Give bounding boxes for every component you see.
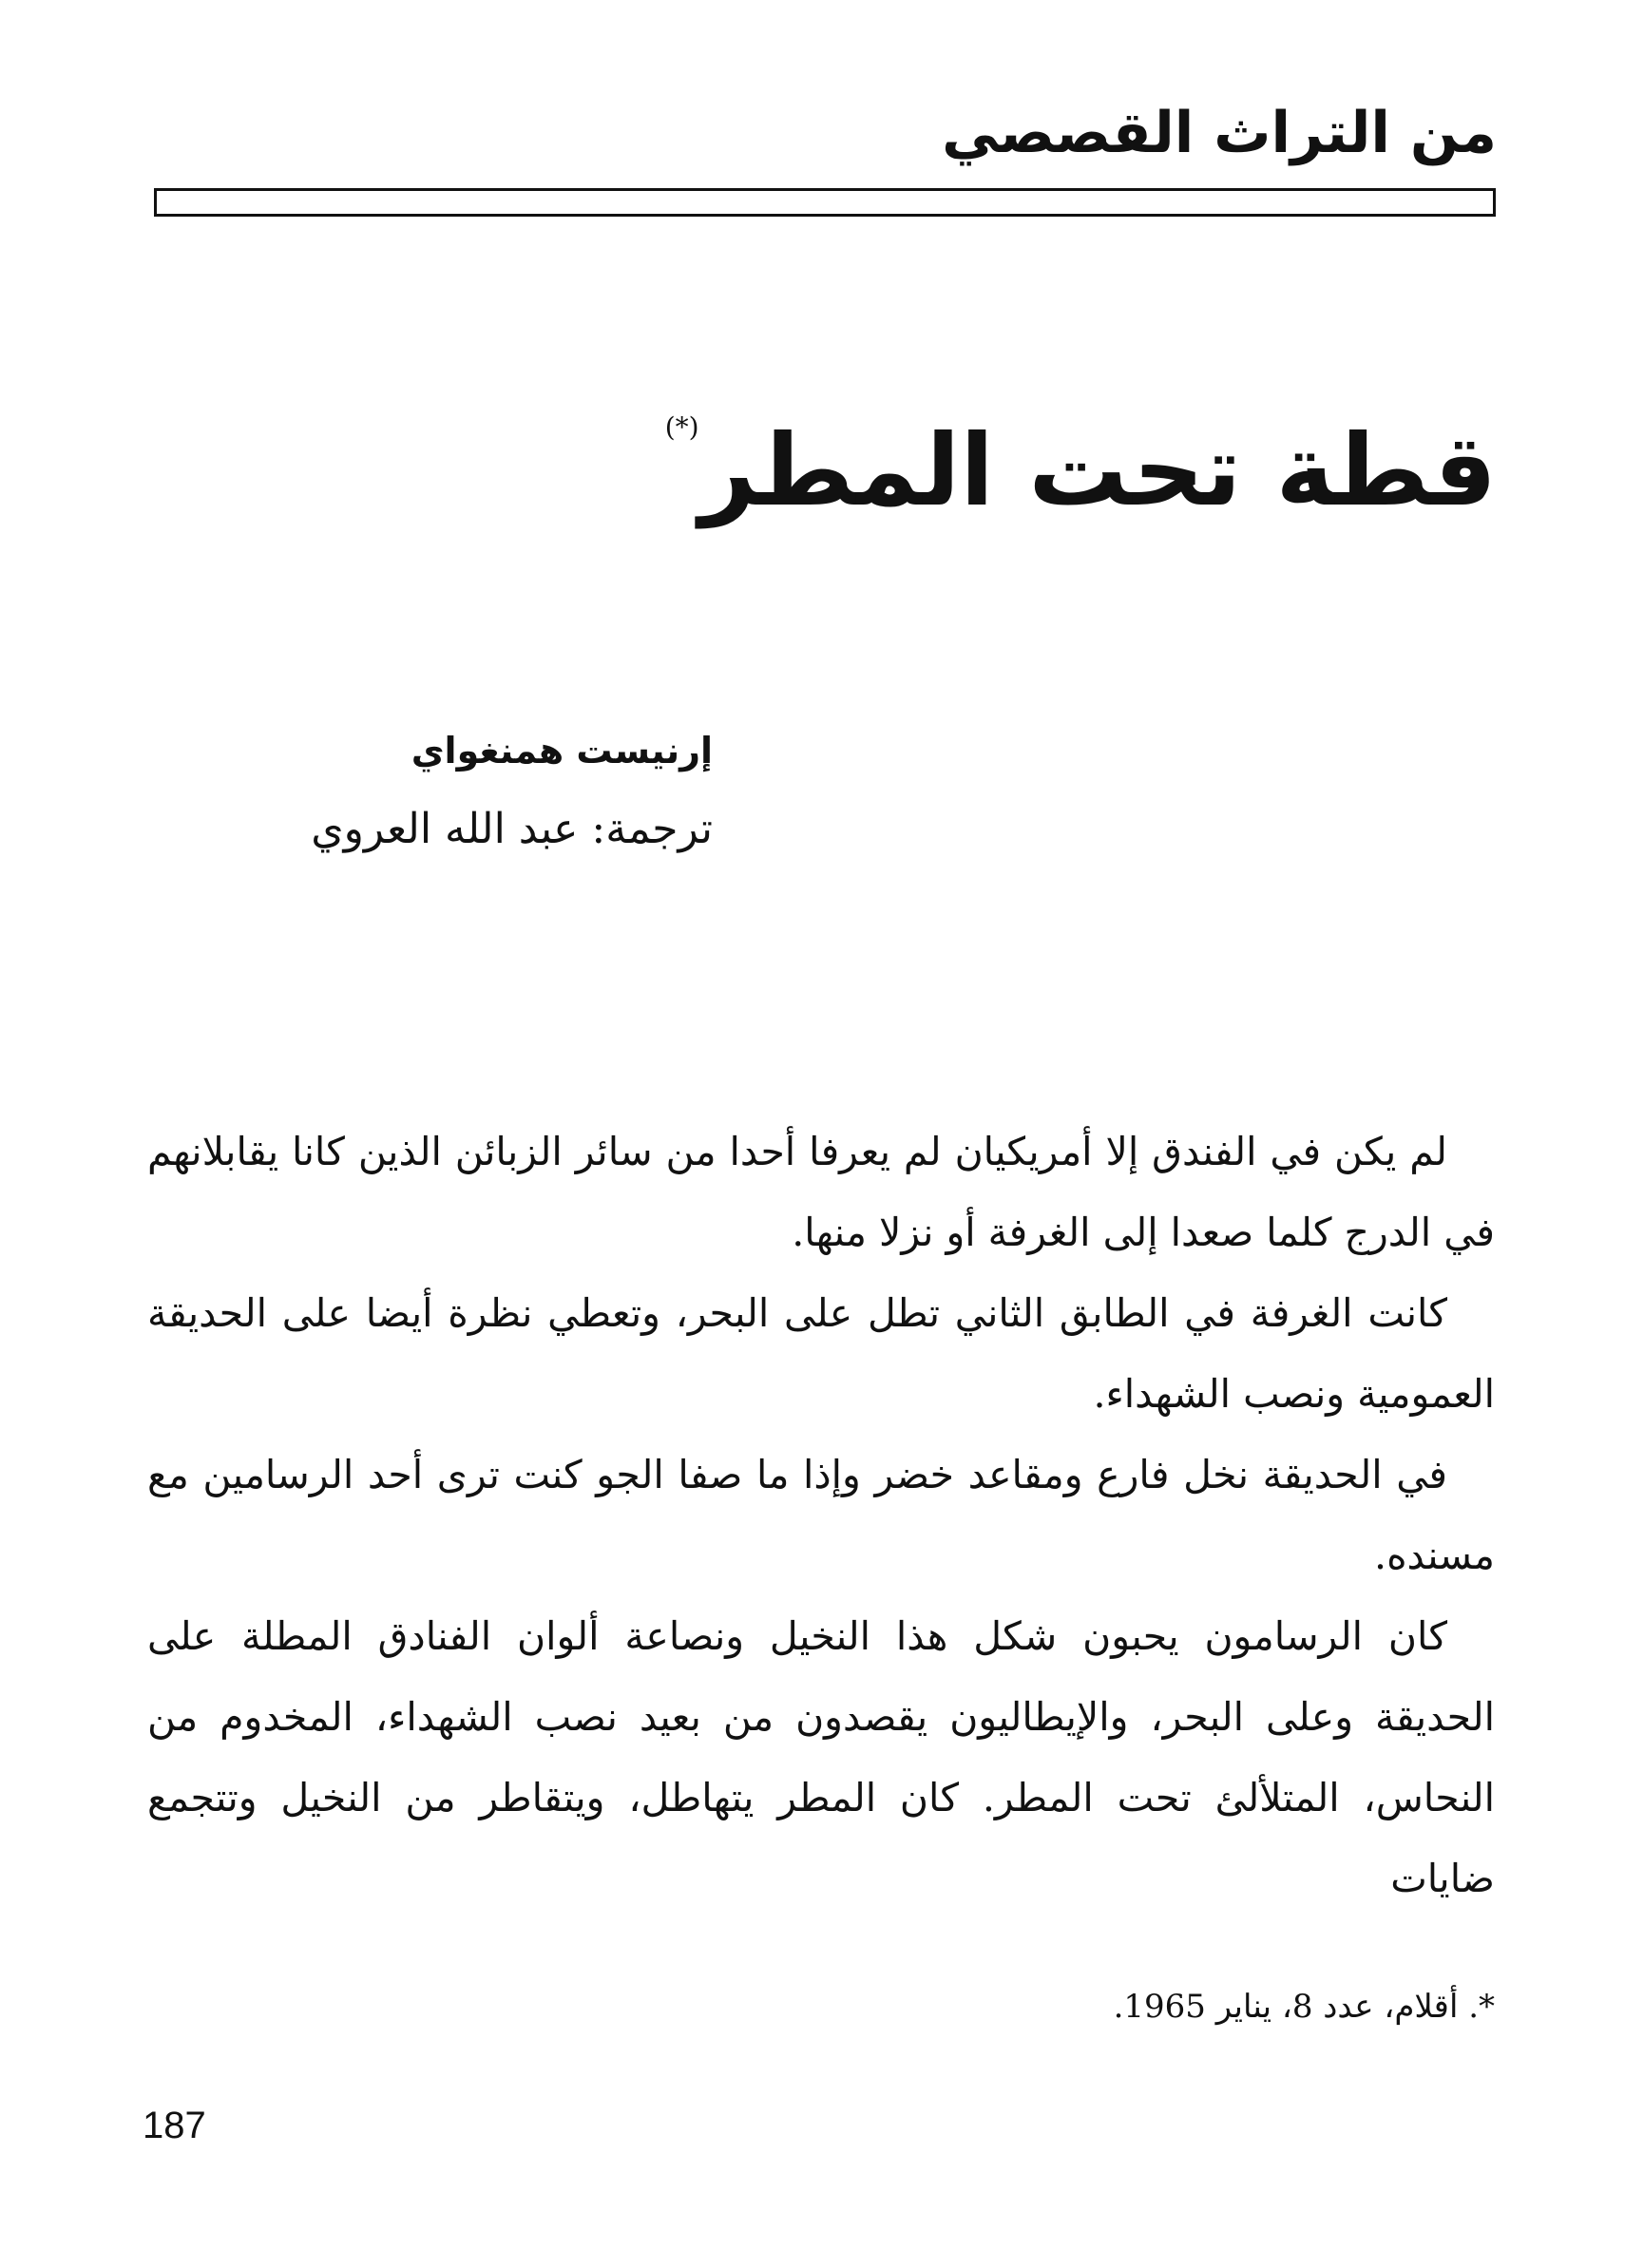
footnote: *. أقلام، عدد 8، يناير 1965. xyxy=(1113,1988,1495,2026)
body-paragraph-3: في الحديقة نخل فارع ومقاعد خضر وإذا ما صفا الجو كنت ترى أحد الرسامين مع مسنده. xyxy=(147,1452,1495,1578)
body-paragraph-1: لم يكن في الفندق إلا أمريكيان لم يعرفا أحدا من سائر الزبائن الذين كانا يقابلانهم في الدرج كلما صعدا إلى الغرفة أو نزلا منها. xyxy=(147,1129,1495,1255)
translator-credit: ترجمة: عبد الله العروي xyxy=(311,805,713,853)
story-title: قطة تحت المطر xyxy=(698,412,1497,528)
story-title-block xyxy=(261,399,1497,542)
author-name: إرنيست همنغواي xyxy=(411,730,713,772)
footnote-marker: (*) xyxy=(664,411,699,443)
body-paragraph-4: كان الرسامون يحبون شكل هذا النخيل ونصاعة ألوان الفنادق المطلة على الحديقة وعلى البحر، والإيطاليون يقصدون من بعيد نصب الشهداء، المخدوم من النحاس، المتلألئ تحت المطر. كان المطر يتهاطل، ويتقاطر من النخيل وتتجمع ضايات xyxy=(147,1613,1495,1901)
body-paragraph-2: كانت الغرفة في الطابق الثاني تطل على البحر، وتعطي نظرة أيضا على الحديقة العمومية ونصب الشهداء. xyxy=(147,1290,1495,1417)
header-rule-box xyxy=(154,188,1496,217)
story-body xyxy=(147,1112,1495,1919)
section-title: من التراث القصصي xyxy=(942,100,1497,166)
page-number: 187 xyxy=(143,2105,206,2146)
